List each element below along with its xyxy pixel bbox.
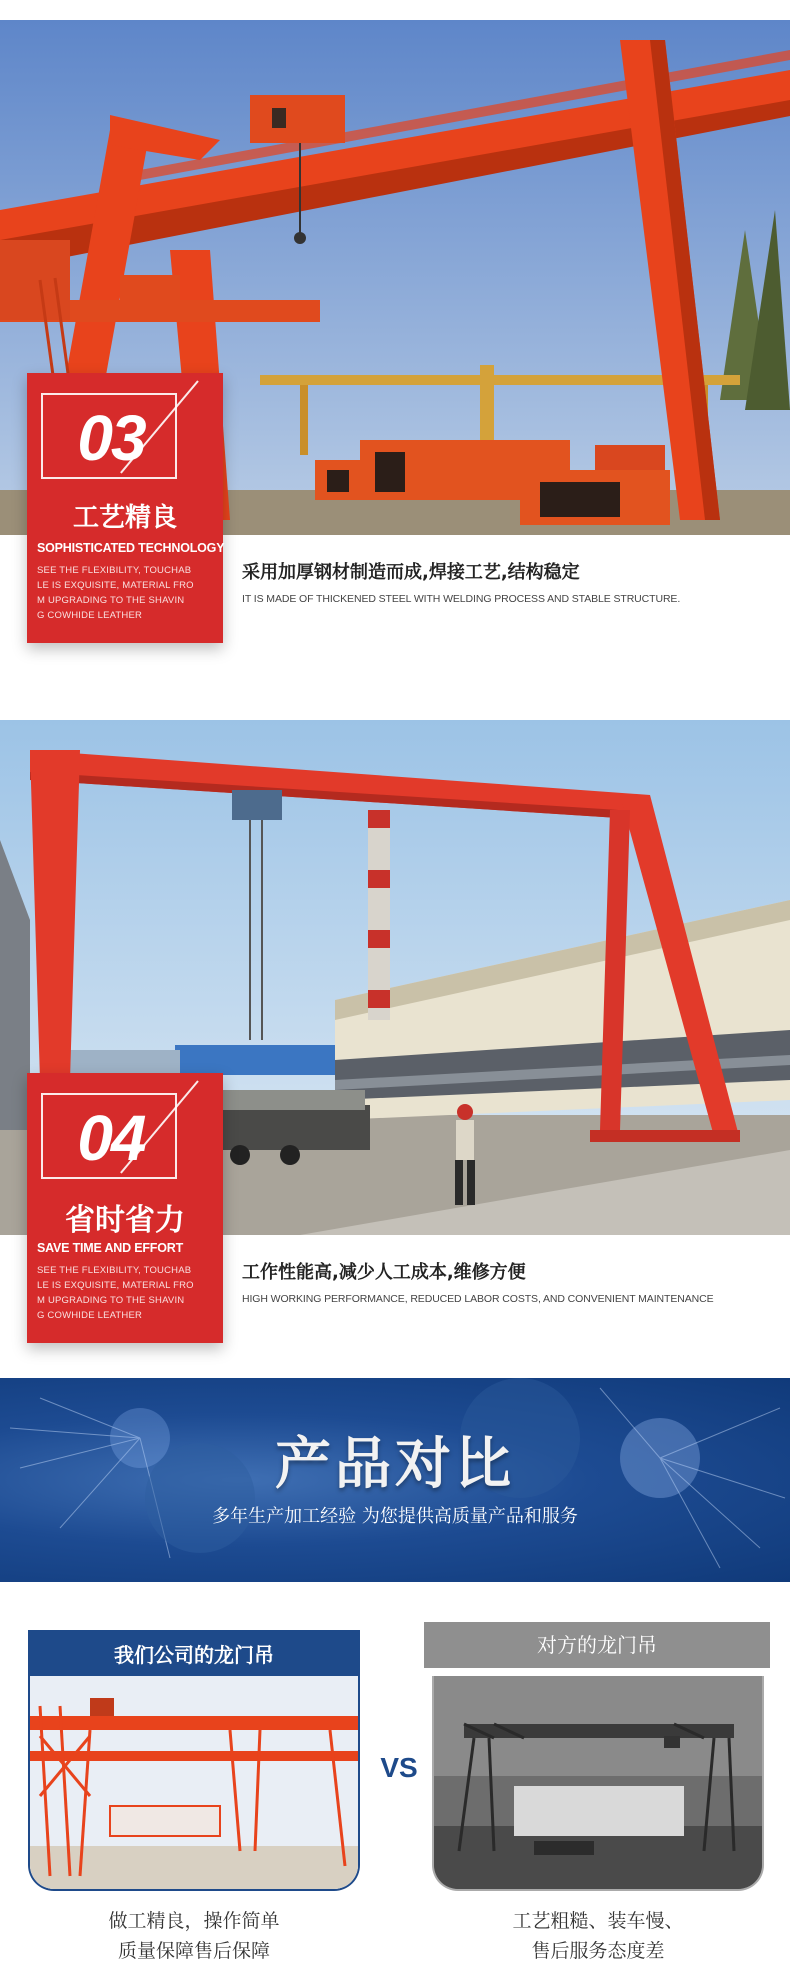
feature-title-cn: 工艺精良 [72,503,177,533]
banner-title: 产品对比 [275,1432,515,1497]
feature-number: 04 [77,1102,145,1174]
feature-description-line: SEE THE FLEXIBILITY, TOUCHAB [37,1265,192,1276]
number-frame [41,1093,177,1179]
feature-headline: 工作性能高,减少人工成本,维修方便 [242,1262,526,1283]
feature-description-line: LE IS EXQUISITE, MATERIAL FRO [37,1280,194,1291]
feature-badge-03 [27,373,223,643]
feature-description-line: LE IS EXQUISITE, MATERIAL FRO [37,580,194,591]
feature-section-03 [0,0,790,650]
our-crane-header-label: 我们公司的龙门吊 [114,1643,274,1667]
feature-title-en: SOPHISTICATED TECHNOLOGY [37,541,225,555]
feature-badge-04 [27,1073,223,1343]
feature-description [37,563,207,623]
feature-description-line: G COWHIDE LEATHER [37,610,143,621]
feature-section-04 [0,700,790,1360]
feature-title-cn: 省时省力 [65,1203,185,1238]
vs-label: VS [380,1752,418,1783]
feature-description-line: SEE THE FLEXIBILITY, TOUCHAB [37,565,192,576]
banner-subtitle: 多年生产加工经验 为您提供高质量产品和服务 [212,1506,578,1527]
their-crane-caption-line: 售后服务态度差 [531,1940,665,1962]
feature-description [37,1263,207,1323]
their-crane-caption-line: 工艺粗糙、装车慢、 [512,1910,684,1932]
feature-headline: 采用加厚钢材制造而成,焊接工艺,结构稳定 [242,562,580,583]
their-crane-header-label: 对方的龙门吊 [537,1633,657,1657]
comparison-banner [0,1378,790,1582]
feature-title-en: SAVE TIME AND EFFORT [37,1241,184,1255]
feature-description-line: M UPGRADING TO THE SHAVIN [37,595,185,606]
feature-subline: HIGH WORKING PERFORMANCE, REDUCED LABOR COSTS, AND CONVENIENT MAINTENANCE [242,1293,714,1305]
our-crane-photo [28,1676,360,1891]
our-crane-caption-line: 质量保障售后保障 [117,1940,270,1962]
their-crane-header [424,1622,770,1668]
their-crane-photo [432,1676,764,1891]
their-crane-illustration [434,1676,764,1891]
our-crane-caption-line: 做工精良，操作简单 [108,1910,280,1932]
feature-description-line: G COWHIDE LEATHER [37,1310,143,1321]
our-crane-caption [28,1906,360,1966]
feature-description-line: M UPGRADING TO THE SHAVIN [37,1295,185,1306]
our-crane-illustration [30,1676,360,1891]
feature-subline: IT IS MADE OF THICKENED STEEL WITH WELDING PROCESS AND STABLE STRUCTURE. [242,593,681,605]
number-frame [41,393,177,479]
feature-number: 03 [77,402,145,474]
their-crane-caption [432,1906,764,1966]
our-crane-header [28,1630,360,1676]
